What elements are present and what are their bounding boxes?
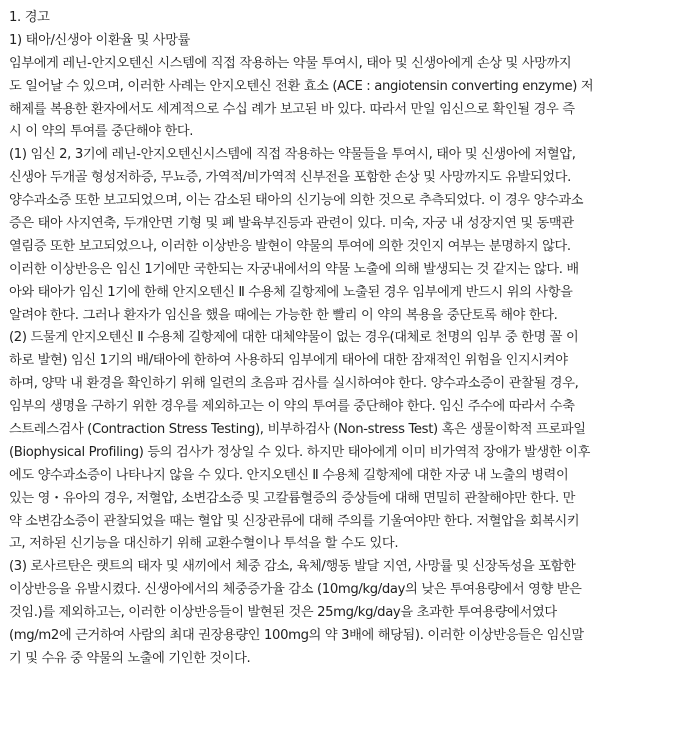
text-line: 약 소변감소증이 관찰되었을 때는 혈압 및 신장관류에 대해 주의를 기울여야만 한다. 저혈압을 회복시키 — [9, 513, 580, 529]
text-line: 양수과소증 또한 보고되었으며, 이는 감소된 태아의 신기능에 의한 것으로 추측되었다. 이 경우 양수과소 — [9, 193, 584, 209]
text-line: 해제를 복용한 환자에서도 세계적으로 수십 례가 보고된 바 있다. 따라서 만일 임신으로 확인될 경우 즉 — [9, 101, 575, 117]
text-line: 이러한 이상반응은 임신 1기에만 국한되는 자궁내에서의 약물 노출에 의해 발생되는 것 같지는 않다. 배 — [9, 261, 579, 277]
text-line: 기 및 수유 중 약물의 노출에 기인한 것이다. — [9, 650, 251, 666]
section-heading: 1. 경고 — [9, 10, 50, 25]
text-line: (mg/m2에 근거하여 사람의 최대 권장용량인 100mg의 약 3배에 해당됨). 이러한 이상반응들은 임신말 — [9, 628, 584, 644]
text-line: 것임.)를 제외하고는, 이러한 이상반응들이 발현된 것은 25mg/kg/day을 초과한 투여용량에서였다 — [9, 605, 557, 621]
text-line: 스트레스검사 (Contraction Stress Testing), 비부하검사 (Non-stress Test) 혹은 생물이학적 프로파일 — [9, 422, 586, 438]
text-line: (2) 드물게 안지오텐신 Ⅱ 수용체 길항제에 대한 대체약물이 없는 경우(대체로 천명의 임부 중 한명 꼴 이 — [9, 330, 579, 346]
text-line: 도 일어날 수 있으며, 이러한 사례는 안지오텐신 전환 효소 (ACE : angiotensin converting enzyme) 저 — [9, 78, 594, 94]
text-line: 고, 저하된 신기능을 대신하기 위해 교환수혈이나 투석을 할 수도 있다. — [9, 536, 399, 552]
text-line: 임부에게 레닌-안지오텐신 시스템에 직접 작용하는 약물 투여시, 태아 및 신생아에게 손상 및 사망까지 — [9, 55, 572, 71]
text-line: 하로 발현) 임신 1기의 배/태아에 한하여 사용하되 임부에게 태아에 대한 잠재적인 위험을 인지시켜야 — [9, 353, 568, 369]
text-line: 임부의 생명을 구하기 위한 경우를 제외하고는 이 약의 투여를 중단해야 한다. 임신 주수에 따라서 수축 — [9, 399, 575, 415]
text-line: 있는 영・유아의 경우, 저혈압, 소변감소증 및 고칼륨혈증의 증상들에 대해 면밀히 관찰해야만 한다. 만 — [9, 490, 576, 506]
text-line: 이상반응을 유발시켰다. 신생아에서의 체중증가율 감소 (10mg/kg/day의 낮은 투여용량에서 영향 받은 — [9, 582, 582, 598]
text-line: 열림증 또한 보고되었으나, 이러한 이상반응 발현이 약물의 투여에 의한 것인지 여부는 분명하지 않다. — [9, 238, 571, 254]
text-line: (Biophysical Profiling) 등의 검사가 정상일 수 있다. 하지만 태아에게 이미 비가역적 장애가 발생한 이후 — [9, 444, 590, 460]
text-line: 에도 양수과소증이 나타나지 않을 수 있다. 안지오텐신 Ⅱ 수용체 길항제에 대한 자궁 내 노출의 병력이 — [9, 467, 569, 483]
text-line: (3) 로사르탄은 랫트의 태자 및 새끼에서 체중 감소, 육체/행동 발달 지연, 사망률 및 신장독성을 포함한 — [9, 559, 576, 575]
text-line: 하며, 양막 내 환경을 확인하기 위해 일련의 초음파 검사를 실시하여야 한다. 양수과소증이 관찰될 경우, — [9, 376, 579, 392]
text-line: 신생아 두개골 형성저하증, 무뇨증, 가역적/비가역적 신부전을 포함한 손상 및 사망까지도 유발되었다. — [9, 170, 571, 186]
text-line: 시 이 약의 투여를 중단해야 한다. — [9, 124, 194, 140]
subsection-heading: 1) 태아/신생아 이환율 및 사망률 — [9, 32, 190, 48]
text-line: 알려야 한다. 그러나 환자가 임신을 했을 때에는 가능한 한 빨리 이 약의 복용을 중단토록 해야 한다. — [9, 307, 558, 323]
text-line: 아와 태아가 임신 1기에 한해 안지오텐신 Ⅱ 수용체 길항제에 노출된 경우 임부에게 반드시 위의 사항을 — [9, 284, 573, 300]
text-line: 증은 태아 사지연축, 두개안면 기형 및 폐 발육부진등과 관련이 있다. 미숙, 자궁 내 성장지연 및 동맥관 — [9, 216, 574, 232]
text-line: (1) 임신 2, 3기에 레닌-안지오텐신시스템에 직접 작용하는 약물들을 투여시, 태아 및 신생아에 저혈압, — [9, 147, 576, 163]
